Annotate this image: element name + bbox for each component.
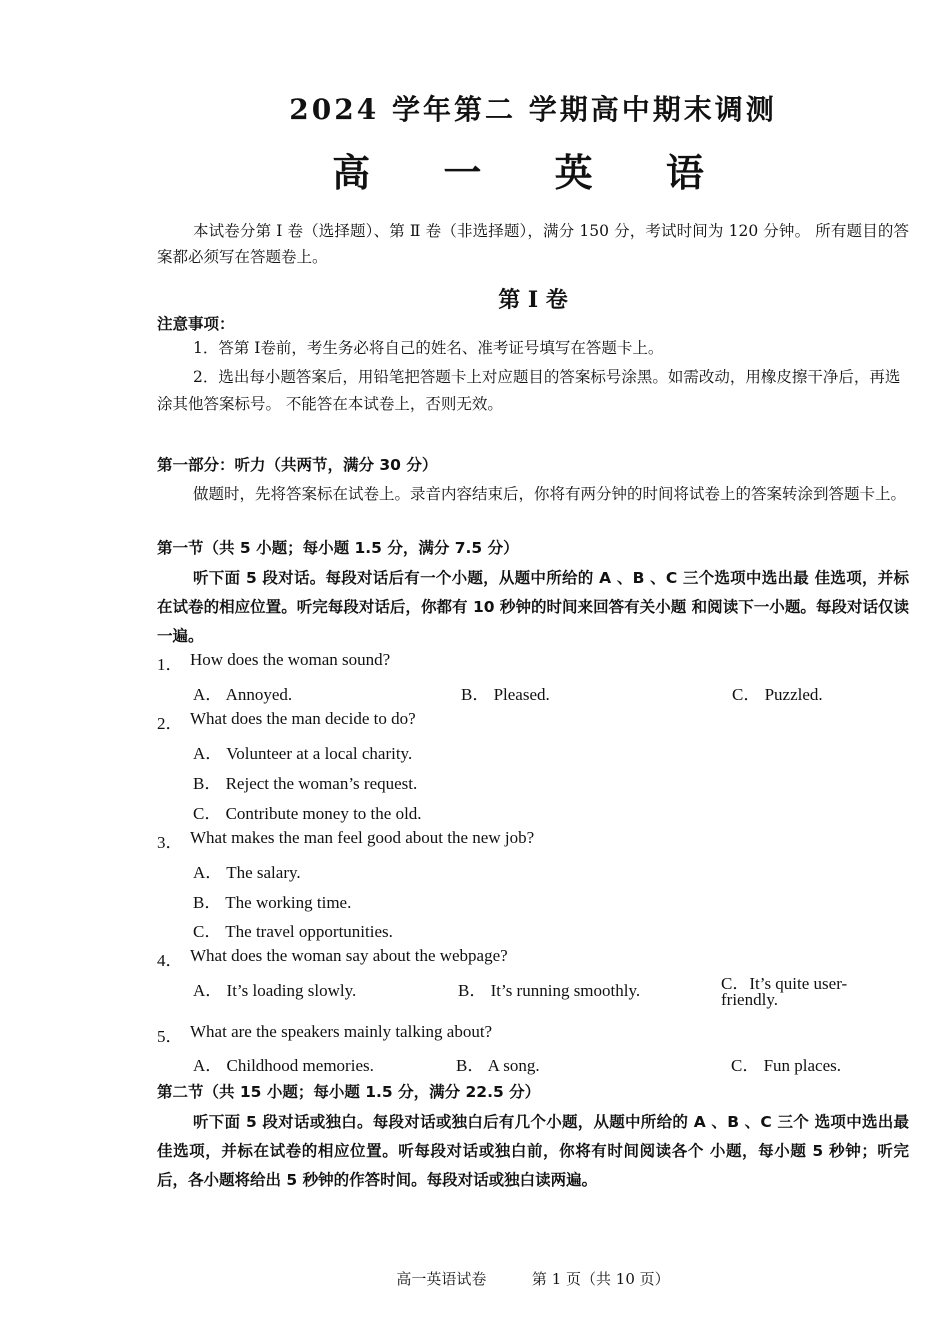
option-c: C．It’s quite user-friendly.: [721, 974, 848, 1009]
part1-heading: 第一部分：听力（共两节，满分 30 分）: [157, 456, 438, 474]
footer-page-number: 第 1 页（共 10 页）: [531, 1270, 670, 1288]
option-b: B． It’s running smoothly.: [458, 981, 641, 1000]
question-number: 4．: [157, 951, 183, 970]
section2-instruction: 听下面 5 段对话或独白。每段对话或独白后有几个小题，从题中所给的 A 、B 、C 三个 选项中选出最佳选项，并标在试卷的相应位置。听每段对话或独白前，你将有时间阅读各个 小题，每小题 5 秒钟；听完后，各小题将给出 5 秒钟的作答时间。每段对话或独白读两遍。: [157, 1113, 909, 1189]
option-a: A． Volunteer at a local charity.: [193, 744, 413, 763]
section1-instruction: 听下面 5 段对话。每段对话后有一个小题，从题中所给的 A 、B 、C 三个选项中选出最 佳选项，并标在试卷的相应位置。听完每段对话后，你都有 10 秒钟的时间来回答有关小题 和阅读下一小题。每段对话仅读一遍。: [157, 569, 909, 645]
part1-instruction: 做题时，先将答案标在试卷上。录音内容结束后，你将有两分钟的时间将试卷上的答案转涂到答题卡上。: [193, 485, 907, 503]
question-text: How does the woman sound?: [190, 650, 391, 669]
question-text: What does the man decide to do?: [190, 709, 416, 728]
option-a: A． It’s loading slowly.: [193, 981, 357, 1000]
option-b: B． The working time.: [193, 893, 352, 912]
option-c: C． Puzzled.: [732, 685, 823, 704]
note-item: 1．答第 Ⅰ卷前，考生务必将自己的姓名、准考证号填写在答题卡上。: [193, 339, 664, 357]
note-item: 2．选出每小题答案后，用铅笔把答题卡上对应题目的答案标号涂黑。如需改动，用橡皮擦干净后，再选涂其他答案标号。 不能答在本试卷上，否则无效。: [157, 368, 901, 413]
exam-title: 2024 学年第二 学期高中期末调测: [289, 93, 777, 126]
section2-heading: 第二节（共 15 小题；每小题 1.5 分，满分 22.5 分）: [157, 1083, 541, 1101]
question-number: 3．: [157, 833, 183, 852]
question-text: What makes the man feel good about the new job?: [190, 828, 535, 847]
section1-heading: 第一节（共 5 小题；每小题 1.5 分，满分 7.5 分）: [157, 539, 519, 557]
question-text: What are the speakers mainly talking about?: [190, 1022, 493, 1041]
question-number: 2．: [157, 714, 183, 733]
footer-paper-name: 高一英语试卷: [396, 1270, 487, 1288]
option-b: B． Reject the woman’s request.: [193, 774, 418, 793]
option-c: C． Contribute money to the old.: [193, 804, 422, 823]
option-c: C． Fun places.: [731, 1056, 842, 1075]
option-b: B． Pleased.: [461, 685, 550, 704]
subject-title: 高 一 英 语: [332, 150, 734, 195]
page-footer: [0, 1268, 950, 1289]
notes-heading: 注意事项：: [157, 315, 235, 333]
intro-paragraph: 本试卷分第 I 卷（选择题）、第 Ⅱ 卷（非选择题），满分 150 分，考试时间为 120 分钟。 所有题目的答案都必须写在答题卷上。: [157, 222, 909, 266]
option-a: A． Annoyed.: [193, 685, 293, 704]
question-number: 1．: [157, 655, 183, 674]
question-number: 5．: [157, 1027, 183, 1046]
option-a: A． The salary.: [193, 863, 301, 882]
option-b: B． A song.: [456, 1056, 540, 1075]
question-text: What does the woman say about the webpage?: [190, 946, 508, 965]
option-c: C． The travel opportunities.: [193, 922, 393, 941]
option-a: A． Childhood memories.: [193, 1056, 374, 1075]
volume-heading: 第 I 卷: [498, 287, 568, 313]
